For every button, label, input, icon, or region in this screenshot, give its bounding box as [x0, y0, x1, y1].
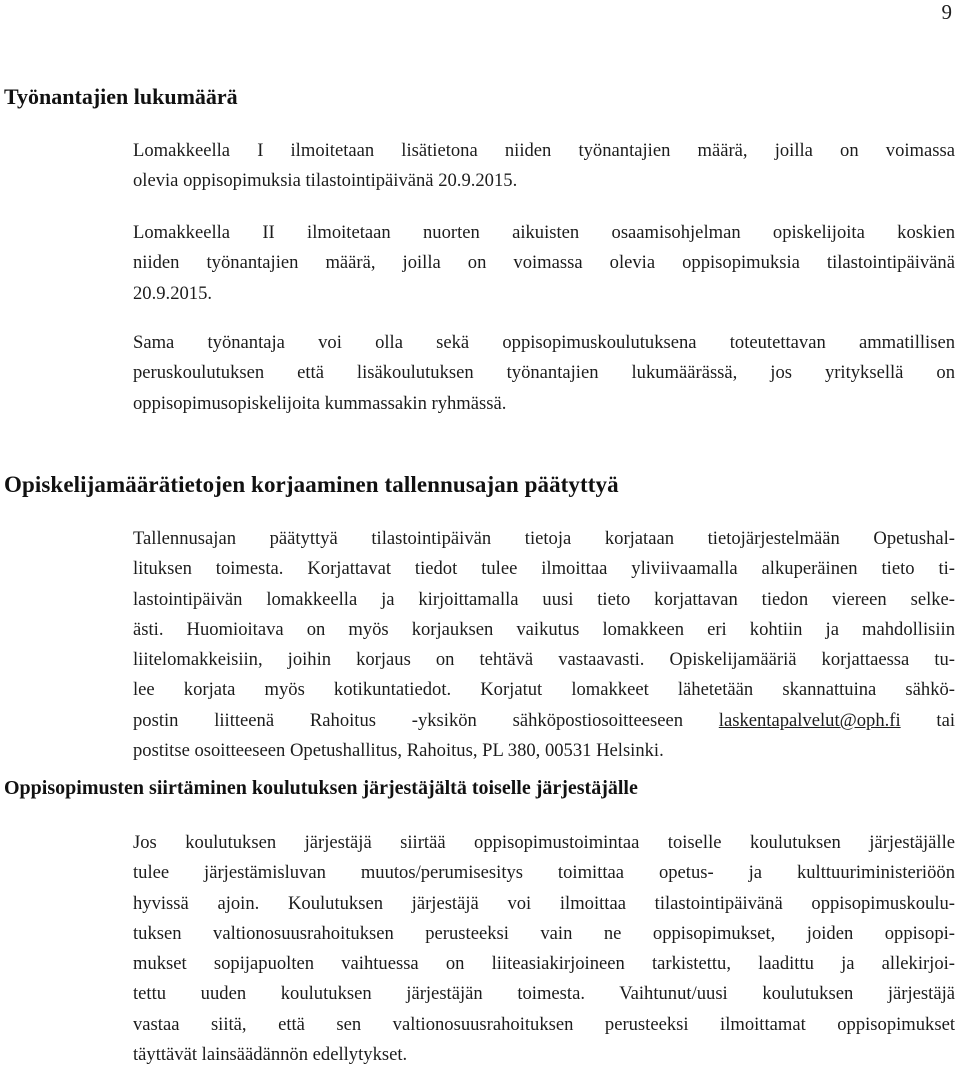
text-line: lituksen toimesta. Korjattavat tiedot tulee ilmoittaa yliviivaamalla alkuperäinen tieto ti-: [133, 558, 955, 580]
text-line: täyttävät lainsäädännön edellytykset.: [133, 1044, 408, 1066]
paragraph-form-ii: [133, 218, 955, 309]
paragraph-same-employer: [133, 328, 955, 419]
text-line: Lomakkeella I ilmoitetaan lisätietona niiden työnantajien määrä, joilla on voimassa: [133, 140, 955, 161]
text-line: mukset sopijapuolten vaihtuessa on liiteasiakirjoineen tarkistettu, laadittu ja allekirjoi-: [133, 953, 955, 975]
text-line: Jos koulutuksen järjestäjä siirtää oppisopimustoimintaa toiselle koulutuksen järjestäjälle: [133, 832, 955, 853]
heading-employers-count: Työnantajien lukumäärä: [4, 84, 238, 109]
email-link[interactable]: laskentapalvelut@oph.fi: [718, 709, 901, 731]
paragraph-correction: [133, 524, 955, 766]
text-fragment: postin liitteenä Rahoitus -yksikön sähköpostiosoitteeseen: [133, 709, 719, 731]
text-line: Tallennusajan päätyttyä tilastointipäivän tietoja korjataan tietojärjestelmään Opetushal-: [133, 528, 955, 549]
text-line: oppisopimusopiskelijoita kummassakin ryhmässä.: [133, 392, 507, 414]
text-line: vastaa siitä, että sen valtionosuusrahoituksen perusteeksi ilmoittamat oppisopimukset: [133, 1013, 955, 1035]
text-line: hyvissä ajoin. Koulutuksen järjestäjä voi ilmoittaa tilastointipäivänä oppisopimuskoulu-: [133, 892, 955, 914]
heading-correction: Opiskelijamäärätietojen korjaaminen tallennusajan päätyttyä: [4, 472, 619, 497]
heading-transfer: Oppisopimusten siirtäminen koulutuksen järjestäjältä toiselle järjestäjälle: [4, 777, 638, 799]
text-line: postitse osoitteeseen Opetushallitus, Rahoitus, PL 380, 00531 Helsinki.: [133, 740, 664, 762]
text-line: lastointipäivän lomakkeella ja kirjoittamalla uusi tieto korjattavan tiedon viereen selke-: [133, 588, 955, 610]
text-line: tuksen valtionosuusrahoituksen perusteeksi vain ne oppisopimukset, joiden oppisopi-: [133, 922, 955, 944]
text-line: [133, 706, 955, 736]
text-line: 20.9.2015.: [133, 282, 213, 304]
text-line: tulee järjestämisluvan muutos/perumisesitys toimittaa opetus- ja kulttuuriministeriöön: [133, 862, 955, 884]
text-line: olevia oppisopimuksia tilastointipäivänä 20.9.2015.: [133, 170, 518, 192]
text-line: lee korjata myös kotikuntatiedot. Korjatut lomakkeet lähetetään skannattuina sähkö-: [133, 679, 955, 701]
text-line: niiden työnantajien määrä, joilla on voimassa olevia oppisopimuksia tilastointipäivänä: [133, 252, 955, 274]
paragraph-form-i: [133, 136, 955, 197]
text-line: ästi. Huomioitava on myös korjauksen vaikutus lomakkeen eri kohtiin ja mahdollisiin: [133, 618, 955, 640]
text-line: Lomakkeella II ilmoitetaan nuorten aikuisten osaamisohjelman opiskelijoita koskien: [133, 222, 955, 243]
text-fragment: tai: [900, 709, 955, 731]
page-number: 9: [941, 0, 952, 24]
paragraph-transfer: [133, 828, 955, 1070]
text-line: tettu uuden koulutuksen järjestäjän toimesta. Vaihtunut/uusi koulutuksen järjestäjä: [133, 983, 955, 1005]
text-line: Sama työnantaja voi olla sekä oppisopimuskoulutuksena toteutettavan ammatillisen: [133, 332, 955, 353]
text-line: liitelomakkeisiin, joihin korjaus on tehtävä vastaavasti. Opiskelijamääriä korjattaessa tu-: [133, 649, 955, 671]
text-line: peruskoulutuksen että lisäkoulutuksen työnantajien lukumäärässä, jos yrityksellä on: [133, 362, 955, 384]
